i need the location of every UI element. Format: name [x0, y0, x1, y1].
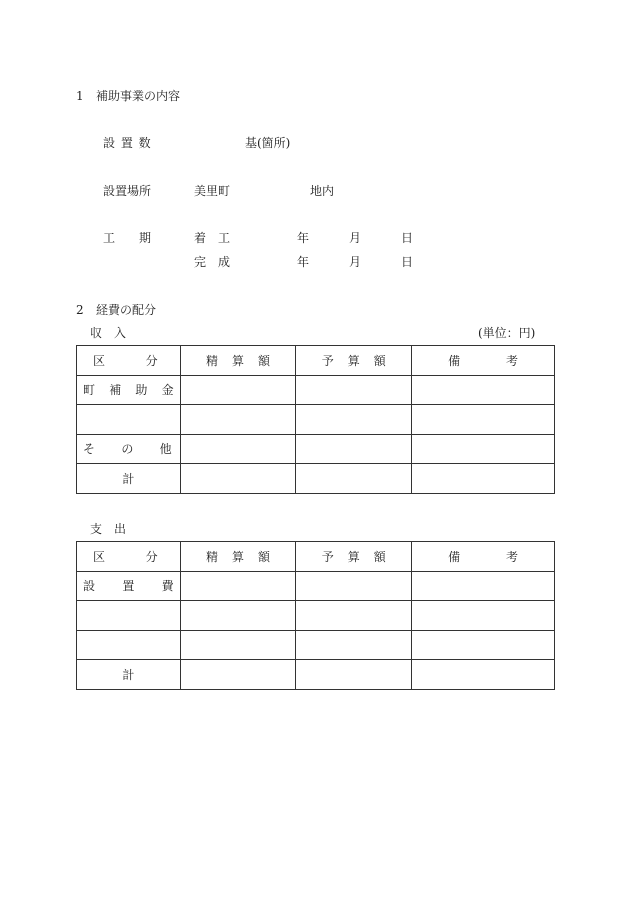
location-town: 美里町: [194, 184, 231, 198]
cell-input[interactable]: [180, 630, 296, 660]
location-suffix: 地内: [310, 184, 335, 198]
row-label-installation: 設 置 費: [77, 571, 181, 601]
income-title: 収 入: [90, 326, 127, 340]
section1-title: 補助事業の内容: [96, 89, 181, 103]
row-label-total: 計: [77, 660, 181, 690]
cell-input[interactable]: [296, 630, 412, 660]
table-row: [77, 405, 555, 435]
header-kubun: 区 分: [77, 346, 181, 376]
section1-number: 1: [76, 89, 84, 103]
section2-title: 経費の配分: [96, 303, 157, 317]
start-label: 着 工: [194, 231, 231, 245]
cell-input[interactable]: [180, 660, 296, 690]
header-seisan: 精 算 額: [180, 346, 296, 376]
header-yosan: 予 算 額: [296, 542, 412, 572]
unit-note: (単位：円): [478, 326, 536, 340]
row-label-subsidy: 町 補 助 金: [77, 375, 181, 405]
header-yosan: 予 算 額: [296, 346, 412, 376]
cell-input[interactable]: [180, 434, 296, 464]
cell-input[interactable]: [180, 405, 296, 435]
cell-input[interactable]: [180, 464, 296, 494]
cell-input[interactable]: [412, 660, 555, 690]
cell-input[interactable]: [296, 601, 412, 631]
table-row: [77, 434, 555, 464]
install-count-label: 設 置 数: [103, 136, 152, 150]
period-label: 工 期: [103, 231, 152, 245]
table-row: [77, 601, 555, 631]
install-count-unit: 基(箇所): [245, 136, 291, 150]
header-seisan: 精 算 額: [180, 542, 296, 572]
cell-input[interactable]: [412, 375, 555, 405]
start-month: 月: [349, 231, 362, 245]
cell-input[interactable]: [412, 464, 555, 494]
start-year: 年: [297, 231, 310, 245]
end-month: 月: [349, 255, 362, 269]
table-header-row: [77, 346, 555, 376]
location-label: 設置場所: [103, 184, 152, 198]
cell-input[interactable]: [412, 405, 555, 435]
end-day: 日: [401, 255, 414, 269]
cell-input[interactable]: [296, 660, 412, 690]
table-total-row: [77, 464, 555, 494]
cell-input[interactable]: [296, 464, 412, 494]
row-label-blank[interactable]: [77, 405, 181, 435]
row-label-total: 計: [77, 464, 181, 494]
header-bikou: 備 考: [412, 346, 555, 376]
income-table: [76, 345, 555, 494]
cell-input[interactable]: [412, 630, 555, 660]
cell-input[interactable]: [412, 571, 555, 601]
header-bikou: 備 考: [412, 542, 555, 572]
cell-input[interactable]: [412, 434, 555, 464]
cell-input[interactable]: [180, 571, 296, 601]
cell-input[interactable]: [296, 571, 412, 601]
cell-input[interactable]: [296, 375, 412, 405]
table-total-row: [77, 660, 555, 690]
end-year: 年: [297, 255, 310, 269]
expense-title: 支 出: [90, 522, 127, 536]
row-label-other: そ の 他: [77, 434, 181, 464]
table-row: [77, 375, 555, 405]
table-row: [77, 571, 555, 601]
row-label-blank[interactable]: [77, 630, 181, 660]
table-header-row: [77, 542, 555, 572]
start-day: 日: [401, 231, 414, 245]
cell-input[interactable]: [296, 434, 412, 464]
cell-input[interactable]: [412, 601, 555, 631]
row-label-blank[interactable]: [77, 601, 181, 631]
cell-input[interactable]: [296, 405, 412, 435]
cell-input[interactable]: [180, 375, 296, 405]
expense-table: [76, 541, 555, 690]
header-kubun: 区 分: [77, 542, 181, 572]
end-label: 完 成: [194, 255, 231, 269]
table-row: [77, 630, 555, 660]
section2-number: 2: [76, 303, 84, 317]
cell-input[interactable]: [180, 601, 296, 631]
